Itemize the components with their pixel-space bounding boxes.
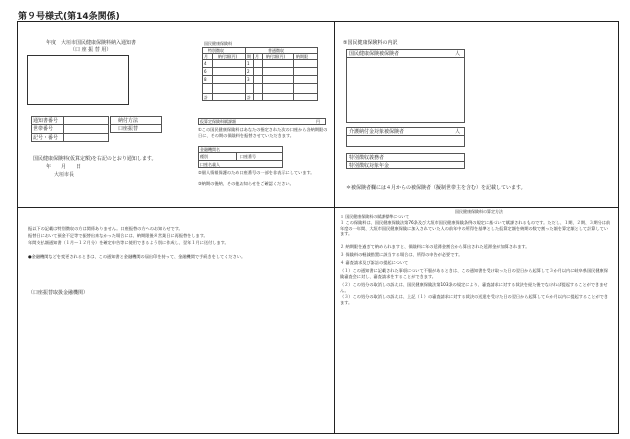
field-household-number: 世帯番号 xyxy=(33,126,54,132)
col-line xyxy=(262,53,263,101)
row-line xyxy=(31,133,109,134)
payment-method-value: 口座振替 xyxy=(118,126,139,132)
row-month: 4 xyxy=(204,61,207,66)
rules-subtitle: １ 国民健康保険料の賦課標準について xyxy=(340,214,410,219)
rules-line-6: （２）この処分の取消しの訴えは、国民健康保険法第103条の規定により、審査請求に対する裁決を経た後でなければ提起することができません。 xyxy=(340,282,608,293)
header-month-2: 月 xyxy=(255,54,259,59)
bottom-left-p2: 振替日において預金不足等で振替出来なかった場合には、納期限後８営業日に再振替をします。 xyxy=(28,233,208,238)
special-obligor: 特別徴収義務者 xyxy=(349,155,385,161)
insured-unit: 人 xyxy=(455,51,461,57)
row-month: 6 xyxy=(204,69,207,74)
insured-label: 国民健康保険被保険者 xyxy=(349,51,400,57)
row-period: 2 xyxy=(247,69,250,74)
header-month: 月 xyxy=(204,54,208,59)
row-line xyxy=(202,67,318,68)
col-line xyxy=(63,116,64,142)
account-bank-name: 金融機関名 xyxy=(200,147,220,152)
header-amount-2: 納付額(円) xyxy=(266,54,286,59)
rules-title: 国民健康保険料の算定方法 xyxy=(455,209,503,214)
successor-unit: 人 xyxy=(455,129,461,135)
col-line xyxy=(293,53,294,101)
rules-line-7: （３）この処分の取消しの訴えは、上記（１）の審査請求に対する裁決の送達を受けた日の翌日から起算して６か月以内に提起することができます。 xyxy=(340,294,609,305)
rules-line-2: ２ 納期限を過ぎて納められますと、保険料に年の延滞金割合から算出された延滞金が加算されます。 xyxy=(340,244,530,249)
header-amount: 納付額(円) xyxy=(218,54,238,59)
premium-table-title: 国民健康保険料 xyxy=(204,41,232,46)
col-line xyxy=(236,152,237,160)
horizontal-divider xyxy=(17,207,619,208)
notice-subheading: （口 座 振 替 用） xyxy=(70,47,112,53)
special-pension: 特別徴収対象年金 xyxy=(349,163,390,169)
bottom-left-p3: 年間支払額通知書（１月～１２月分）を確定申告等に使用できるよう別に作成し、翌年１月に送付します。 xyxy=(28,240,229,245)
account-note-2: ③納期の後納、その他お知らせをご確認ください。 xyxy=(198,181,294,186)
provisional-note: ①この国民健康保険料はあなたの指定された次の口座から各納期限の日に、その期の保険料を振替させていただきます。 xyxy=(198,127,328,138)
col-line xyxy=(245,47,246,101)
row-line xyxy=(202,59,318,60)
col-regular-collection: 普通徴収 xyxy=(268,48,284,53)
payment-method-label: 納付方法 xyxy=(118,118,139,124)
row-month: 8 xyxy=(204,77,207,82)
col-line xyxy=(253,53,254,101)
rules-line-5: （１）この通知書に記載された事項について不服があるときは、この通知書を受け取った日の翌日から起算して３か月以内に岐阜県国民健康保険審査会に対し、審査請求をすることができます。 xyxy=(340,268,608,279)
col-special-collection: 特別徴収 xyxy=(208,48,224,53)
bottom-left-p4: ●金融機関などを変更されるときは、この通知書と金融機関の届出印を持って、金融機関で手続きをしてください。 xyxy=(28,254,246,259)
provisional-unit: 円 xyxy=(316,119,320,124)
insured-box xyxy=(346,49,465,123)
notice-statement: 国民健康保険料(仮算定額)を右記のとおり通知します。 xyxy=(33,156,157,162)
bank-caption: （口座振替取扱金融機関） xyxy=(28,290,89,296)
document-title: 第９号様式(第14条関係) xyxy=(18,12,120,22)
row-line xyxy=(202,83,318,84)
row-line xyxy=(346,161,465,162)
vertical-divider xyxy=(334,21,335,434)
account-type: 種別 xyxy=(200,154,208,159)
rules-line-3: ３ 保険料の軽減措置に該当する場合は、所得の申告が必要です。 xyxy=(340,252,463,257)
header-deadline: 納期限 xyxy=(296,54,308,59)
row-line xyxy=(202,75,318,76)
row-period: 1 xyxy=(247,61,250,66)
account-holder: 口座名義人 xyxy=(200,162,220,167)
row-line xyxy=(198,152,283,153)
total-right: 計 xyxy=(247,95,251,100)
notice-heading: 年度 大垣市国民健康保険料納入通知書 xyxy=(46,40,137,46)
field-notice-number: 通知書番号 xyxy=(33,118,59,124)
provisional-label: 仮算定保険料賦課額 xyxy=(200,119,236,124)
row-line xyxy=(31,124,109,125)
row-period: 3 xyxy=(247,77,250,82)
account-note-1: ②個人情報保護のため口座番号の一部を非表示にしています。 xyxy=(198,170,315,175)
successor-label: 介護納付金対象被保険者 xyxy=(349,129,405,135)
breakdown-title: ⑤国民健康保険料の内訳 xyxy=(343,40,398,46)
row-line xyxy=(346,135,465,136)
bottom-left-p1: 振以下の記載は特別徴収の方は関係ありません。口座振替の方へのお知らせです。 xyxy=(28,226,183,231)
header-period: 期 xyxy=(247,54,251,59)
row-line xyxy=(198,160,283,161)
field-symbol-number: 記号・番号 xyxy=(33,135,59,141)
col-line xyxy=(212,53,213,101)
breakdown-footnote: ＊被保険者欄には４月からの被保険者（擬制世帯主を含む）を記載しています。 xyxy=(346,185,526,191)
row-line xyxy=(110,124,162,125)
rules-line-1: １ この保険料は、国民健康保険法第76条及び大垣市国民健康保険条例の規定に基づいて賦課されるものです。ただし、１期、２期、３期分は前年度の一年間、大垣市国民健康保険に加入されていた人の前年中の所得を基準とした仮算定額を納期の数で割った額を算定額として計算しています。 xyxy=(340,220,611,237)
notice-issuer: 大垣市長 xyxy=(54,172,75,178)
row-line xyxy=(202,93,318,94)
account-number: 口座番号 xyxy=(240,154,256,159)
rules-line-4: ４ 審査請求及び訴訟の提起について xyxy=(340,260,409,265)
row-line xyxy=(346,57,465,58)
total-left: 計 xyxy=(204,95,208,100)
notice-date: 年 月 日 xyxy=(46,164,82,170)
address-box xyxy=(27,55,129,105)
